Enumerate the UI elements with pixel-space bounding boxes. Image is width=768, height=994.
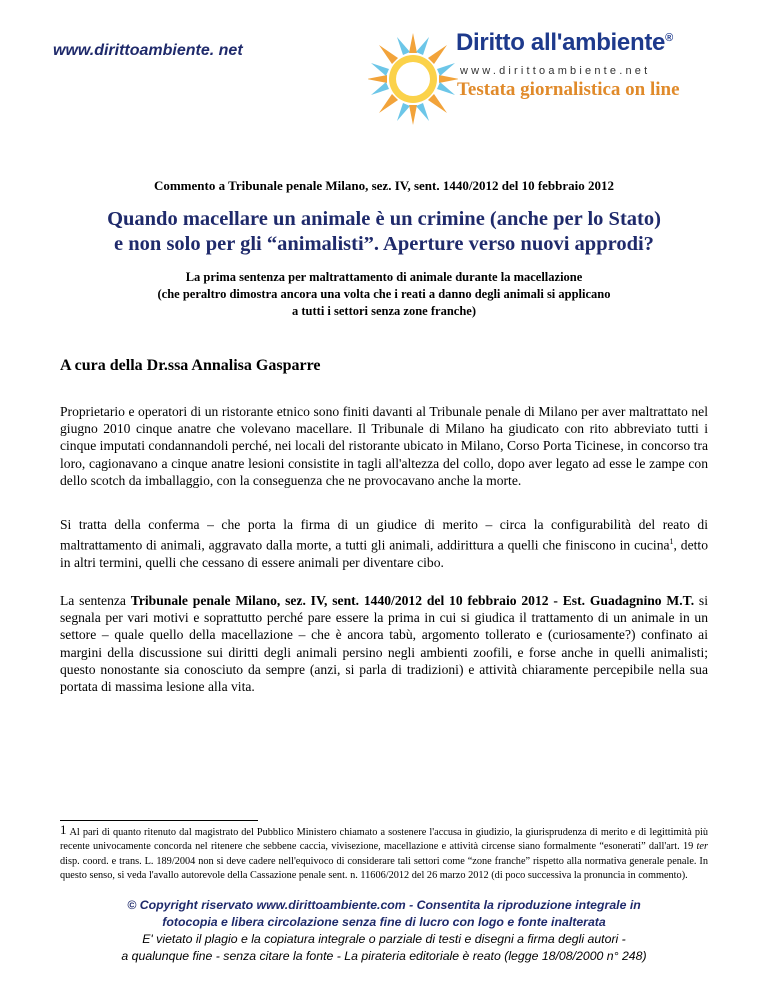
logo-tagline: Testata giornalistica on line <box>457 79 680 100</box>
footnote <box>60 822 708 884</box>
article-title <box>60 207 708 257</box>
commento-heading: Commento a Tribunale penale Milano, sez. IV, sent. 1440/2012 del 10 febbraio 2012 <box>153 178 615 193</box>
logo-title <box>456 29 673 57</box>
article-subtitle <box>60 269 708 320</box>
title-line-1: Quando macellare un animale è un crimine (anche per lo Stato) <box>107 208 661 230</box>
footnote-text-end: disp. coord. e trans. L. 189/2004 non si deve cadere nell'equivoco di considerare tali settori come “zone franche” rispetto alla normativa generale penale. In questo senso, si veda l'avallo autorevole della Cassazione penale sent. n. 11606/2012 del 26 marzo 2012 (di poco successiva la pronuncia in commento). <box>60 855 708 882</box>
subtitle-line-1: La prima sentenza per maltrattamento di animale durante la macellazione <box>185 270 583 284</box>
footnote-ref[interactable]: 1 <box>669 537 674 547</box>
paragraph-3 <box>60 592 708 695</box>
subtitle-line-3: a tutti i settori senza zone franche) <box>292 304 476 318</box>
title-line-2: e non solo per gli “animalisti”. Aperture verso nuovi approdi? <box>114 233 654 255</box>
author-line: A cura della Dr.ssa Annalisa Gasparre <box>60 357 321 374</box>
logo-title-text: Diritto all'ambiente <box>456 29 666 56</box>
paragraph-2-text: Si tratta della conferma – che porta la firma di un giudice di merito – circa la configurabilità del reato di maltrattamento di animali, aggravato dalla morte, a tutti gli animali, addirittura a quelli che finiscono in cucina <box>60 517 708 553</box>
site-url: www.dirittoambiente. net <box>53 42 243 59</box>
paragraph-2-text-end: , detto in altri termini, quelli che cessano di essere animali per diventare cibo. <box>60 537 708 570</box>
copyright-line-4: a qualunque fine - senza citare la fonte - La pirateria editoriale è reato (legge 18/08/2000 n° 248) <box>121 949 647 963</box>
footnote-text: Al pari di quanto ritenuto dal magistrato del Pubblico Ministero chiamato a sostenere l'accusa in giudizio, la giurisprudenza di merito e di legittimità più recente univocamente concorda nel ritenere che sebbene caccia, vivisezione, macellazione e attività circense siano formalmente “esonerati” dall'art. 19 <box>60 827 708 853</box>
footnote-divider <box>60 820 258 821</box>
copyright-line-2: fotocopia e libera circolazione senza fine di lucro con logo e fonte inalterata <box>162 915 606 929</box>
registered-mark: ® <box>665 32 673 44</box>
logo-url: www.dirittoambiente.net <box>460 65 651 77</box>
logo <box>368 27 698 127</box>
footnote-italic: ter <box>696 841 708 853</box>
copyright-line-3: E' vietato il plagio e la copiatura integrale o parziale di testi e disegni a firma degli autori - <box>142 932 626 946</box>
sun-logo-icon <box>368 27 458 127</box>
paragraph-1: Proprietario e operatori di un ristorante etnico sono finiti davanti al Tribunale penale di Milano per aver maltrattato nel giugno 2010 cinque anatre che volevano macellare. Il Tribunale di Milano ha giudicato con rito abbreviato tutti i cinque imputati condannandoli perché, nei locali del ristorante ubicato in Milano, Corso Porta Ticinese, in concorso tra loro, cagionavano a cinque anatre lesioni consistite in tagli all'altezza del collo, dopo aver legato ad esse le zampe con dello scotch da imballaggio, con la conseguenza che ne provocavano anche la morte. <box>60 404 708 488</box>
copyright-notice <box>60 897 708 965</box>
paragraph-2 <box>60 516 708 571</box>
sentence-citation: Tribunale penale Milano, sez. IV, sent. 1440/2012 del 10 febbraio 2012 - Est. Guadagnino M.T. <box>130 593 695 608</box>
subtitle-line-2: (che peraltro dimostra ancora una volta che i reati a danno degli animali si applicano <box>157 287 611 301</box>
footnote-number: 1 <box>60 822 67 837</box>
paragraph-3-text: La sentenza <box>60 593 131 608</box>
paragraph-3-text-end: si segnala per vari motivi e soprattutto perché pare essere la prima in cui si giudica il trattamento di un animale in un settore – quale quello della macellazione – che è ancora tabù, argomento tollerato e (curiosamente?) confinato ai margini della discussione sui diritti degli animali persino negli ambienti zoofili, e forse anche in quelli animalisti; questo nonostante sia conosciuto da sempre (anzi, si parla di tradizioni) e attività chiaramente percepibile nella sua portata di massima lesione alla vita. <box>60 593 708 695</box>
copyright-line-1: © Copyright riservato www.dirittoambiente.com - Consentita la riproduzione integrale in <box>127 898 641 912</box>
